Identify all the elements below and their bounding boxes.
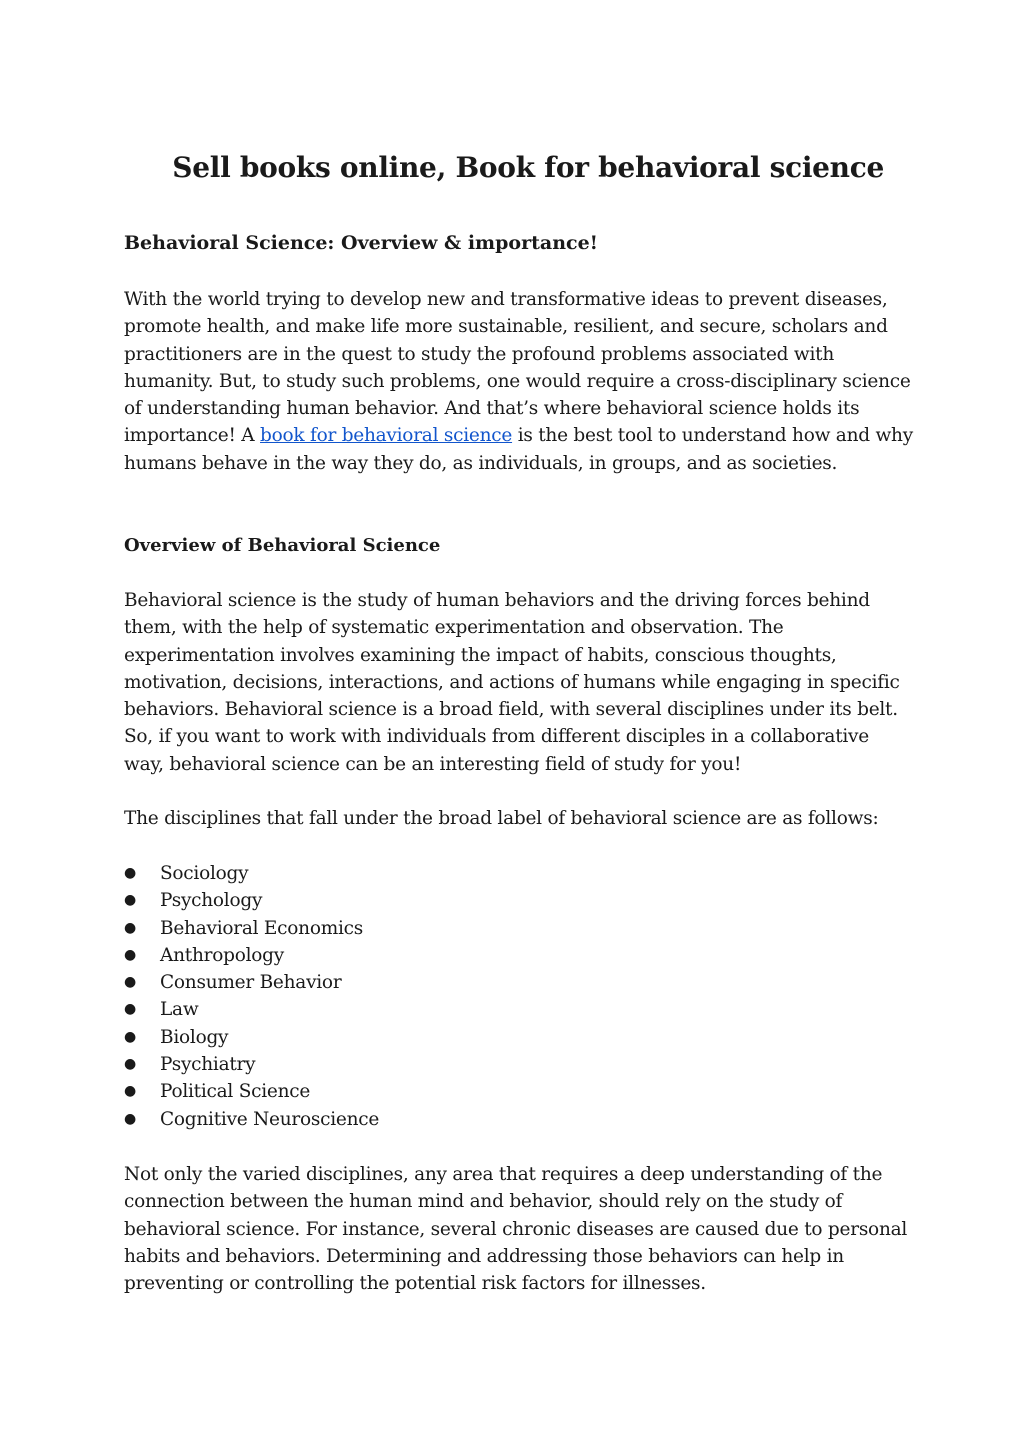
overview-heading: Overview of Behavioral Science	[124, 535, 441, 556]
book-for-behavioral-science-link[interactable]: book for behavioral science	[260, 425, 513, 447]
list-item: ● Psychiatry	[124, 1051, 379, 1078]
list-item: ● Biology	[124, 1024, 379, 1051]
bullet-icon: ●	[124, 1083, 136, 1100]
list-item: ● Behavioral Economics	[124, 915, 379, 942]
disciplines-list	[124, 860, 379, 1133]
closing-paragraph: Not only the varied disciplines, any area that requires a deep understanding of the connection between the human mind and behavior, should rely on the study of behavioral science. For instance, several chronic diseases are caused due to personal habits and behaviors. Determining and addressing those behaviors can help in preventing or controlling the potential risk factors for illnesses.	[124, 1164, 908, 1295]
list-item: ● Psychology	[124, 887, 379, 914]
list-item: ● Political Science	[124, 1078, 379, 1105]
bullet-icon: ●	[124, 1001, 136, 1018]
list-item: ● Sociology	[124, 860, 379, 887]
disciplines-intro: The disciplines that fall under the broad label of behavioral science are as follows:	[124, 808, 879, 829]
bullet-icon: ●	[124, 974, 136, 991]
bullet-icon: ●	[124, 919, 136, 936]
list-item: ● Consumer Behavior	[124, 969, 379, 996]
intro-text-before-link: With the world trying to develop new and transformative ideas to prevent diseases, promote health, and make life more sustainable, resilient, and secure, scholars and practitioners are in the quest to study the profound problems associated with humanity. But, to study such problems, one would require a cross-disciplinary science of understanding human behavior. And that’s where behavioral science holds its importance! A	[124, 289, 911, 447]
bullet-icon: ●	[124, 946, 136, 963]
document-title: Sell books online, Book for behavioral science	[172, 151, 884, 184]
intro-paragraph	[124, 286, 914, 477]
intro-text-after-link: is the best tool to understand how and why humans behave in the way they do, as individuals, in groups, and as societies.	[124, 425, 913, 474]
bullet-icon: ●	[124, 865, 136, 881]
list-item: ● Cognitive Neuroscience	[124, 1106, 379, 1133]
section-title: Behavioral Science: Overview & importance!	[124, 232, 599, 254]
bullet-icon: ●	[124, 1028, 136, 1045]
overview-paragraph: Behavioral science is the study of human behaviors and the driving forces behind them, with the help of systematic experimentation and observation. The experimentation involves examining the impact of habits, conscious thoughts, motivation, decisions, interactions, and actions of humans while engaging in specific behaviors. Behavioral science is a broad field, with several disciplines under its belt. So, if you want to work with individuals from different disciples in a collaborative way, behavioral science can be an interesting field of study for you!	[124, 590, 900, 775]
list-item: ● Law	[124, 996, 379, 1023]
list-item: ● Anthropology	[124, 942, 379, 969]
bullet-icon: ●	[124, 1110, 136, 1127]
bullet-icon: ●	[124, 1056, 136, 1073]
bullet-icon: ●	[124, 892, 136, 909]
